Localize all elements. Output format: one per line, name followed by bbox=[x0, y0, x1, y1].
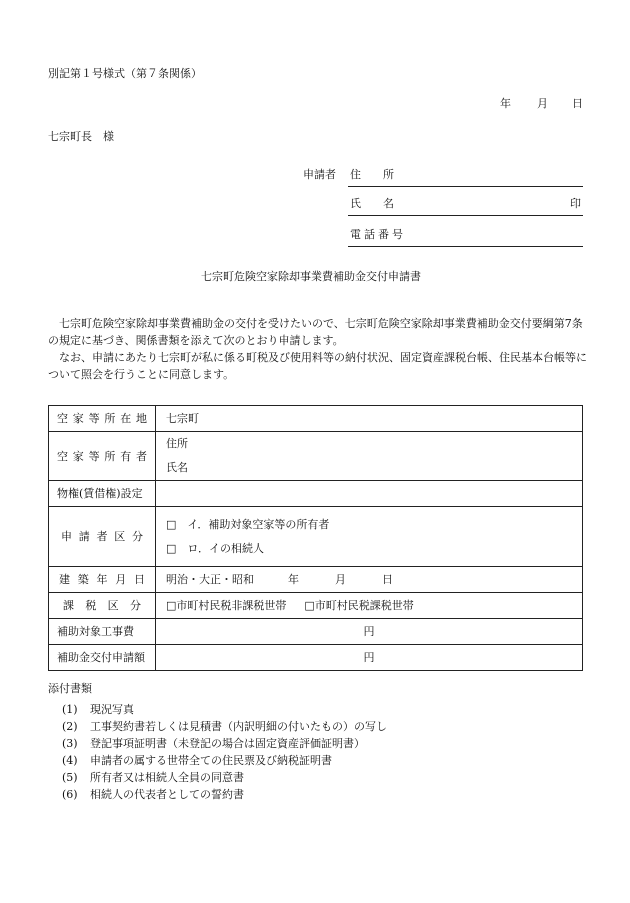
owner-name-label: 氏名 bbox=[166, 461, 188, 474]
tax-label: 課 税 区 分 bbox=[63, 599, 141, 612]
built-era: 明治・大正・昭和 bbox=[166, 573, 254, 586]
row-property-rights bbox=[49, 481, 583, 507]
owner-label: 空 家 等 所 有 者 bbox=[57, 449, 147, 463]
attachments-section bbox=[48, 683, 387, 803]
date-year: 年 bbox=[500, 97, 511, 110]
attachment-item: (5) 所有者又は相続人全員の同意書 bbox=[62, 771, 244, 784]
class-option-owner: □ イ．補助対象空家等の所有者 bbox=[166, 517, 330, 531]
row-cost bbox=[49, 619, 583, 645]
applicant-address-label: 住 所 bbox=[350, 168, 394, 181]
form-number: 別記第１号様式（第７条関係） bbox=[48, 67, 202, 80]
applicant-phone-label: 電話番号 bbox=[350, 228, 406, 241]
built-label: 建 築 年 月 日 bbox=[59, 573, 145, 586]
row-tax-class bbox=[49, 593, 583, 619]
body-paragraph-2: なお、申請にあたり七宗町が私に係る町税及び使用料等の納付状況、固定資産課税台帳、住民基本台帳等について照会を行うことに同意します。 bbox=[48, 351, 587, 381]
owner-address-label: 住所 bbox=[166, 437, 188, 450]
applicant-label: 申請者 bbox=[303, 168, 336, 181]
amount-unit: 円 bbox=[156, 645, 583, 671]
seal-mark: 印 bbox=[570, 197, 581, 210]
name-underline bbox=[348, 215, 583, 216]
addressee: 七宗町長 様 bbox=[48, 130, 114, 143]
row-owner bbox=[49, 432, 583, 481]
built-year: 年 bbox=[288, 573, 299, 586]
amount-label: 補助金交付申請額 bbox=[49, 645, 156, 671]
row-amount bbox=[49, 645, 583, 671]
attachment-item: (3) 登記事項証明書（未登記の場合は固定資産評価証明書） bbox=[62, 737, 365, 750]
phone-underline bbox=[348, 246, 583, 247]
attachment-item: (2) 工事契約書若しくは見積書（内訳明細の付いたもの）の写し bbox=[62, 720, 387, 733]
row-location bbox=[49, 406, 583, 432]
date-day: 日 bbox=[572, 97, 583, 110]
location-label: 空 家 等 所 在 地 bbox=[57, 412, 147, 425]
attachment-item: (1) 現況写真 bbox=[62, 703, 134, 716]
tax-option-exempt: □市町村民税非課税世帯 bbox=[166, 599, 287, 612]
row-built-date bbox=[49, 567, 583, 593]
applicant-class-label: 申 請 者 区 分 bbox=[61, 530, 143, 543]
built-day: 日 bbox=[382, 573, 393, 586]
address-underline bbox=[348, 186, 583, 187]
property-rights-label: 物権(賃借権)設定 bbox=[49, 481, 156, 507]
property-rights-value bbox=[156, 481, 583, 507]
application-table bbox=[48, 405, 583, 671]
class-option-heir: □ ロ．イの相続人 bbox=[166, 541, 264, 555]
cost-unit: 円 bbox=[156, 619, 583, 645]
attachments-heading: 添付書類 bbox=[48, 682, 92, 695]
attachment-item: (4) 申請者の属する世帯全ての住民票及び納税証明書 bbox=[62, 754, 332, 767]
body-paragraph-1: 七宗町危険空家除却事業費補助金の交付を受けたいので、七宗町危険空家除却事業費補助金交付要綱第7条の規定に基づき、関係書類を添えて次のとおり申請します。 bbox=[48, 317, 583, 347]
cost-label: 補助対象工事費 bbox=[49, 619, 156, 645]
body-text bbox=[48, 315, 588, 383]
built-month: 月 bbox=[335, 573, 346, 586]
document-title: 七宗町危険空家除却事業費補助金交付申請書 bbox=[201, 270, 421, 283]
applicant-name-label: 氏 名 bbox=[350, 197, 394, 210]
tax-option-taxed: □市町村民税課税世帯 bbox=[304, 599, 414, 612]
attachment-item: (6) 相続人の代表者としての誓約書 bbox=[62, 788, 244, 801]
location-value: 七宗町 bbox=[156, 406, 583, 432]
date-month: 月 bbox=[537, 97, 548, 110]
row-applicant-class bbox=[49, 507, 583, 567]
